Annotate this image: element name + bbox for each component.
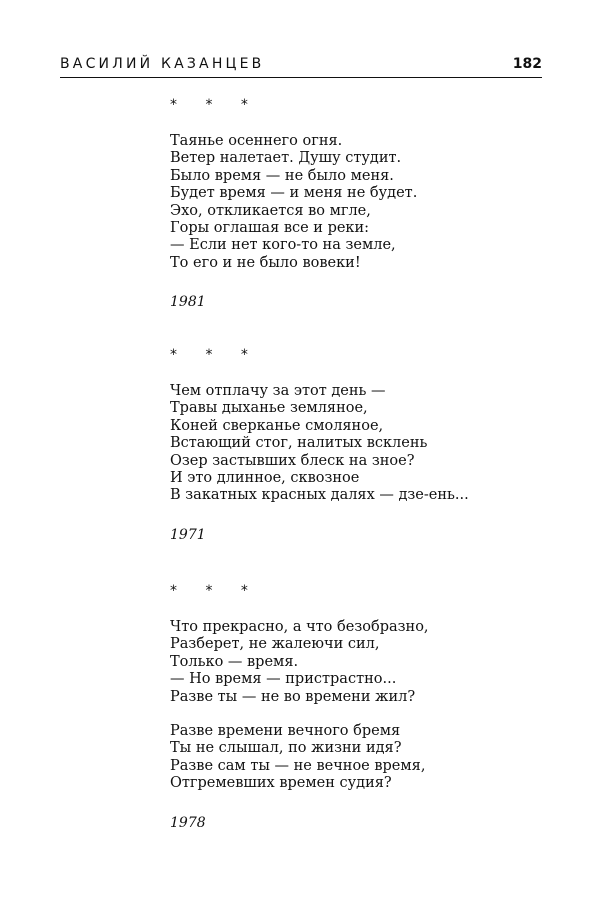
section-marker: * * * [170,583,260,599]
stanza [170,619,429,706]
poem-line: Разве времени вечного бремя [170,723,401,740]
stanza [170,383,469,505]
stanza [170,723,429,793]
poem-line: — Но время — пристрастно... [170,671,397,688]
poem-line: Травы дыханье земляное, [170,400,368,417]
poem-year: 1978 [170,814,206,831]
section-marker: * * * [170,97,260,113]
poem-line: Только — время. [170,653,299,670]
section-marker: * * * [170,347,260,363]
page-header [60,56,542,78]
poem-line: Разберет, не жалеючи сил, [170,636,380,653]
poem-line: — Если нет кого-то на земле, [170,237,396,254]
poem-3 [170,583,429,832]
poem-line: Озер застывших блеск на зное? [170,452,415,469]
poem-line: Разве сам ты — не вечное время, [170,757,426,774]
poem-line: Было время — не было меня. [170,167,394,184]
poem-2 [170,347,469,544]
running-head-author: ВАСИЛИЙ КАЗАНЦЕВ [60,56,265,72]
poem-line: Будет время — и меня не будет. [170,185,418,202]
poem-year: 1971 [170,526,206,543]
poem-line: Встающий стог, налитых всклень [170,435,428,452]
poem-line: Ветер налетает. Душу студит. [170,150,402,167]
poem-line: Горы оглашая все и реки: [170,220,370,237]
poem-line: Ты не слышал, по жизни идя? [170,740,402,757]
poem-line: В закатных красных далях — дзе-ень... [170,487,469,504]
poem-line: Отгремевших времен судия? [170,775,392,792]
poem-1 [170,97,417,311]
poem-line: И это длинное, сквозное [170,470,360,487]
poem-line: Разве ты — не во времени жил? [170,688,416,705]
poem-line: То его и не было вовеки! [170,254,361,271]
poem-line: Чем отплачу за этот день — [170,383,386,399]
poem-line: Что прекрасно, а что безобразно, [170,619,429,635]
poem-line: Коней сверканье смоляное, [170,417,384,434]
poem-line: Таянье осеннего огня. [170,133,343,149]
page-number: 182 [512,56,542,72]
poem-line: Эхо, откликается во мгле, [170,202,371,219]
poem-year: 1981 [170,294,206,311]
stanza [170,133,417,272]
